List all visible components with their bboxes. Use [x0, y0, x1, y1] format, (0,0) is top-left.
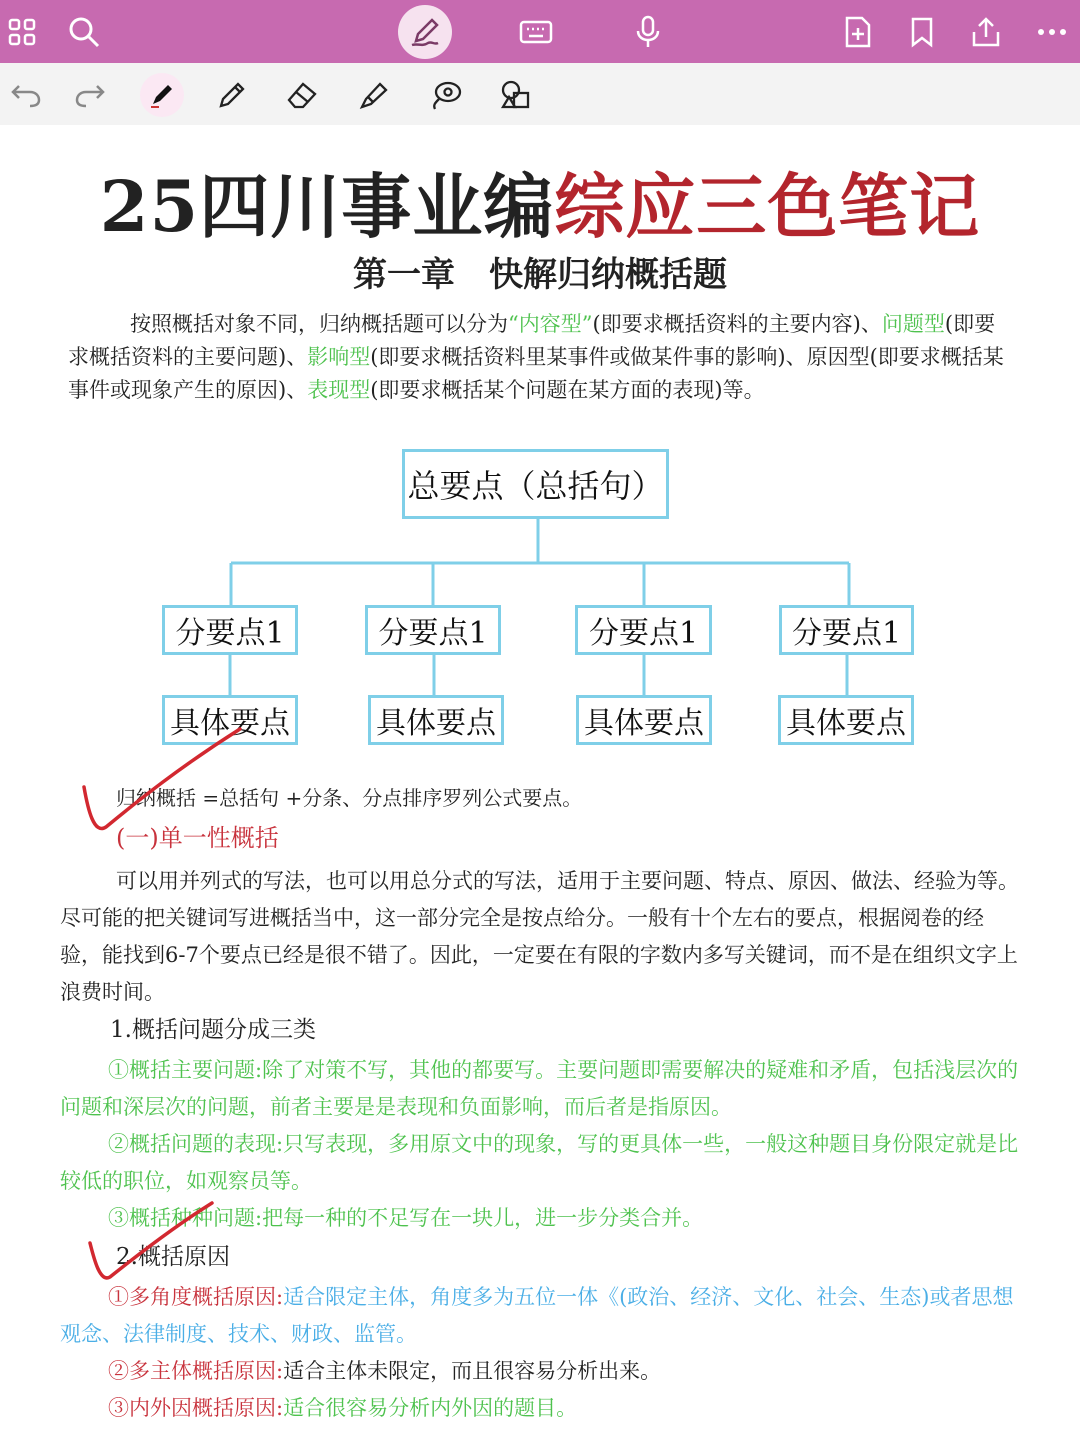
- note-page[interactable]: [0, 125, 1080, 1440]
- subheading-causes: 2.概括原因: [116, 1244, 230, 1270]
- keyboard-icon[interactable]: [516, 12, 556, 52]
- shapes-tool-icon[interactable]: [498, 77, 534, 113]
- problem-item-2: ②概括问题的表现:只写表现，多用原文中的现象，写的更具体一些，一般这种题目身份限定就是比较低的职位，如观察员等。: [60, 1132, 1019, 1193]
- cause-label-3: ③内外因概括原因:: [108, 1396, 284, 1420]
- page-title: [0, 151, 1080, 252]
- lasso-tool-icon[interactable]: [428, 77, 464, 113]
- eraser-tool-icon[interactable]: [284, 77, 320, 113]
- cause-item-1: [60, 1279, 1022, 1353]
- problem-item-3: ③概括种种问题:把每一种的不足写在一块儿，进一步分类合并。: [108, 1206, 704, 1230]
- pencil-tool-icon[interactable]: [214, 77, 250, 113]
- diagram-leaf-box: 具体要点: [576, 695, 712, 745]
- title-black: 25四川事业编: [99, 165, 555, 248]
- pen-mode-icon[interactable]: [398, 5, 452, 59]
- diagram-leaf-box: 具体要点: [162, 695, 298, 745]
- cause-label-2: ②多主体概括原因:: [108, 1359, 284, 1383]
- diagram-top-box: 总要点（总括句）: [402, 449, 669, 519]
- cause-text-3: 适合很容易分析内外因的题目。: [283, 1396, 578, 1420]
- diagram-branch-box: 分要点1: [365, 605, 501, 655]
- problem-item-1: ①概括主要问题:除了对策不写，其他的都要写。主要问题即需要解决的疑难和矛盾，包括浅层次的问题和深层次的问题，前者主要是是表现和负面影响，而后者是指原因。: [60, 1058, 1019, 1119]
- formula-line: 归纳概括 =总括句 +分条、分点排序罗列公式要点。: [116, 786, 583, 810]
- diagram-leaf-box: 具体要点: [778, 695, 914, 745]
- section-heading-single: (一)单一性概括: [116, 824, 279, 852]
- cause-text-1: 适合限定主体，角度多为五位一体《(政治、经济、文化、社会、生态)或者思想观念、法律制度、技术、财政、监管。: [60, 1285, 1014, 1346]
- intro-text-4: (即要求概括资料里某事件或做某件事的影响)、原因型(即要求概括某事件或现象产生的原因)、: [68, 345, 1004, 402]
- intro-text-1: 按照概括对象不同，归纳概括题可以分为: [130, 312, 508, 336]
- undo-icon[interactable]: [8, 77, 44, 113]
- intro-type-problem: 问题型: [881, 312, 945, 336]
- intro-text-3: (即要求概括资料的主要问题)、: [68, 312, 996, 369]
- drawing-toolbar: [0, 63, 1080, 125]
- subheading-problems: 1.概括问题分成三类: [110, 1017, 316, 1043]
- intro-paragraph: [68, 308, 1013, 407]
- search-icon[interactable]: [64, 12, 104, 52]
- diagram-branch-box: 分要点1: [575, 605, 712, 655]
- section-body: 可以用并列式的写法，也可以用总分式的写法，适用于主要问题、特点、原因、做法、经验为等。尽可能的把关键词写进概括当中，这一部分完全是按点给分。一般有十个左右的要点，根据阅卷的经验，能找到6-7个要点已经是很不错了。因此，一定要在有限的字数内多写关键词，而不是在组织文字上浪费时间。: [60, 869, 1019, 1004]
- structure-diagram: [0, 445, 1080, 755]
- chapter-heading: 第一章 快解归纳概括题: [353, 255, 727, 295]
- intro-type-content: “内容型”: [508, 312, 593, 336]
- pen-tool-icon[interactable]: [140, 73, 184, 117]
- cause-text-2: 适合主体未限定，而且很容易分析出来。: [283, 1359, 662, 1383]
- bookmark-icon[interactable]: [902, 12, 942, 52]
- diagram-branch-box: 分要点1: [779, 605, 914, 655]
- intro-type-impact: 影响型: [307, 345, 371, 369]
- more-icon[interactable]: [1032, 12, 1072, 52]
- diagram-branch-box: 分要点1: [162, 605, 298, 655]
- add-page-icon[interactable]: [838, 12, 878, 52]
- title-red: 综应三色笔记: [554, 165, 981, 248]
- intro-type-manifest: 表现型: [307, 378, 371, 402]
- cause-item-3: [108, 1390, 1022, 1427]
- microphone-icon[interactable]: [628, 12, 668, 52]
- intro-text-2: (即要求概括资料的主要内容)、: [592, 312, 882, 336]
- grid-icon[interactable]: [2, 12, 42, 52]
- cause-item-2: [108, 1353, 1022, 1390]
- top-toolbar: [0, 0, 1080, 63]
- intro-text-5: (即要求概括某个问题在某方面的表现)等。: [370, 378, 765, 402]
- diagram-leaf-box: 具体要点: [368, 695, 504, 745]
- highlighter-tool-icon[interactable]: [356, 77, 392, 113]
- share-icon[interactable]: [966, 12, 1006, 52]
- cause-label-1: ①多角度概括原因:: [108, 1285, 284, 1309]
- redo-icon[interactable]: [72, 77, 108, 113]
